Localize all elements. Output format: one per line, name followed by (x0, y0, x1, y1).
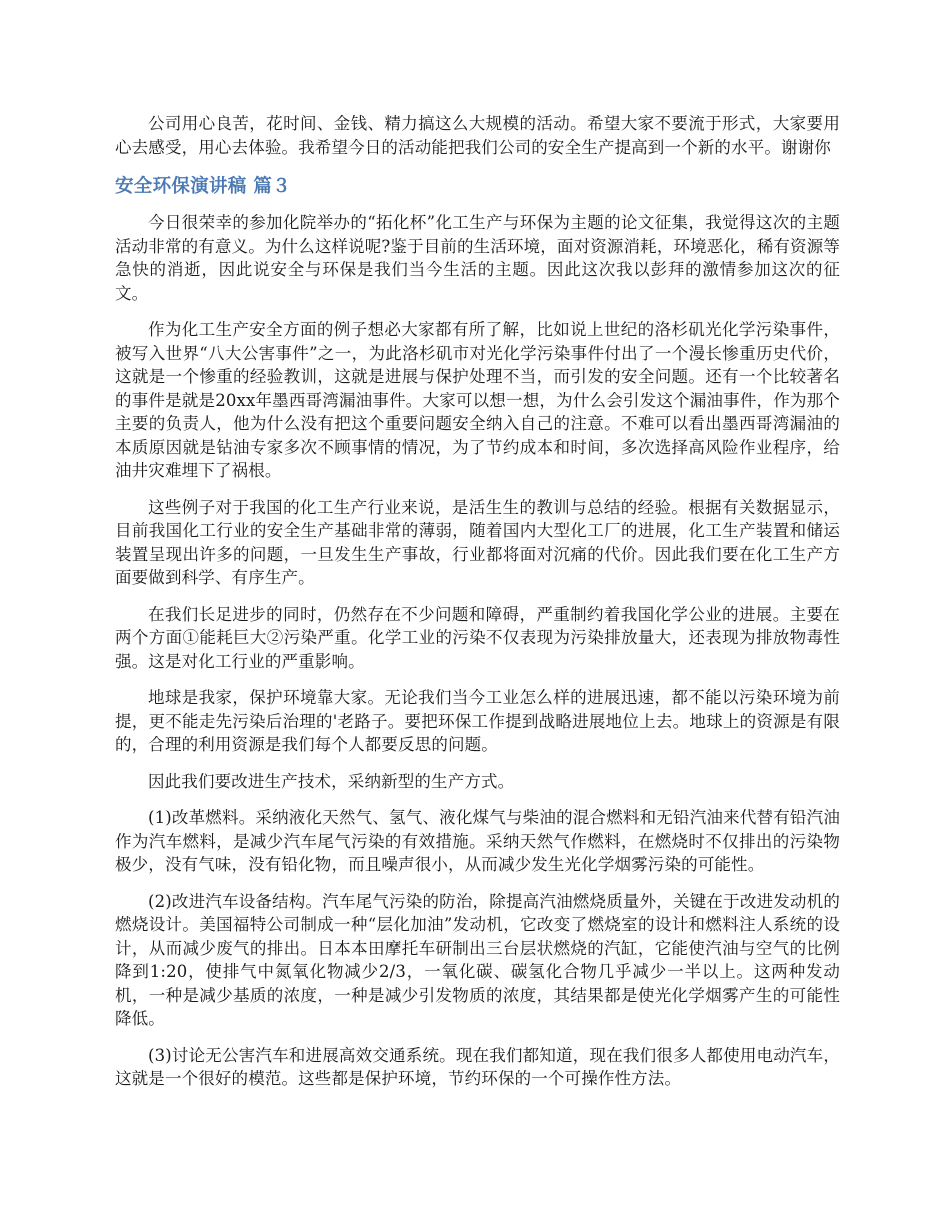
body-paragraph-9: (3)讨论无公害汽车和进展高效交通系统。现在我们都知道，现在我们很多人都使用电动汽车，这就是一个很好的模范。这些都是保护环境，节约环保的一个可操作性方法。 (115, 1045, 840, 1088)
intro-paragraph: 公司用心良苦，花时间、金钱、精力搞这么大规模的活动。希望大家不要流于形式，大家要用心去感受，用心去体验。我希望今日的活动能把我们公司的安全生产提高到一个新的水平。谢谢你 (115, 114, 840, 157)
body-paragraph-7: (1)改革燃料。采纳液化天然气、氢气、液化煤气与柴油的混合燃料和无铅汽油来代替有铅汽油作为汽车燃料，是减少汽车尾气污染的有效措施。采纳天然气作燃料，在燃烧时不仅排出的污染物极少，没有气味，没有铅化物，而且噪声很小，从而减少发生光化学烟雾污染的可能性。 (115, 808, 840, 874)
body-paragraph-6: 因此我们要改进生产技术，采纳新型的生产方式。 (148, 771, 515, 791)
body-paragraph-2: 作为化工生产安全方面的例子想必大家都有所了解，比如说上世纪的洛杉矶光化学污染事件，被写入世界“八大公害事件”之一，为此洛杉矶市对光化学污染事件付出了一个漫长惨重历史代价，这就是一个惨重的经验教训，这就是进展与保护处理不当，而引发的安全问题。还有一个比较著名的事件是就是20xx年墨西哥湾漏油事件。大家可以想一想，为什么会引发这个漏油事件，作为那个主要的负责人，他为什么没有把这个重要问题安全纳入自己的注意。不难可以看出墨西哥湾漏油的本质原因就是钻油专家多次不顾事情的情况，为了节约成本和时间，多次选择高风险作业程序，给油井灾难埋下了祸根。 (115, 320, 840, 480)
document-page (115, 112, 840, 1104)
body-paragraph-1: 今日很荣幸的参加化院举办的“拓化杯”化工生产与环保为主题的论文征集，我觉得这次的主题活动非常的有意义。为什么这样说呢?鉴于目前的生活环境，面对资源消耗，环境恶化，稀有资源等急快的消逝，因此说安全与环保是我们当今生活的主题。因此这次我以彭拜的激情参加这次的征文。 (115, 213, 840, 303)
body-paragraph-8: (2)改进汽车设备结构。汽车尾气污染的防治，除提高汽油燃烧质量外，关键在于改进发动机的燃烧设计。美国福特公司制成一种“层化加油”发动机，它改变了燃烧室的设计和燃料注人系统的设计，从而减少废气的排出。日本本田摩托车研制出三台层状燃烧的汽缸，它能使汽油与空气的比例降到1:20，使排气中氮氧化物减少2/3，一氧化碳、碳氢化合物几乎减少一半以上。这两种发动机，一种是减少基质的浓度，一种是减少引发物质的浓度，其结果都是使光化学烟雾产生的可能性降低。 (115, 891, 840, 1028)
section-title: 安全环保演讲稿 篇３ (115, 176, 291, 197)
body-paragraph-4: 在我们长足进步的同时，仍然存在不少问题和障碍，严重制约着我国化学公业的进展。主要在两个方面①能耗巨大②污染严重。化学工业的污染不仅表现为污染排放量大，还表现为排放物毒性强。这是对化工行业的严重影响。 (115, 604, 840, 671)
body-paragraph-5: 地球是我家，保护环境靠大家。无论我们当今工业怎么样的进展迅速，都不能以污染环境为前提，更不能走先污染后治理的'老路子。要把环保工作提到战略进展地位上去。地球上的资源是有限的，合理的利用资源是我们每个人都要反思的问题。 (115, 688, 840, 754)
body-paragraph-3: 这些例子对于我国的化工生产行业来说，是活生生的教训与总结的经验。根据有关数据显示，目前我国化工行业的安全生产基础非常的薄弱，随着国内大型化工厂的进展，化工生产装置和储运装置呈现出许多的问题，一旦发生生产事故，行业都将面对沉痛的代价。因此我们要在化工生产方面要做到科学、有序生产。 (115, 497, 840, 587)
